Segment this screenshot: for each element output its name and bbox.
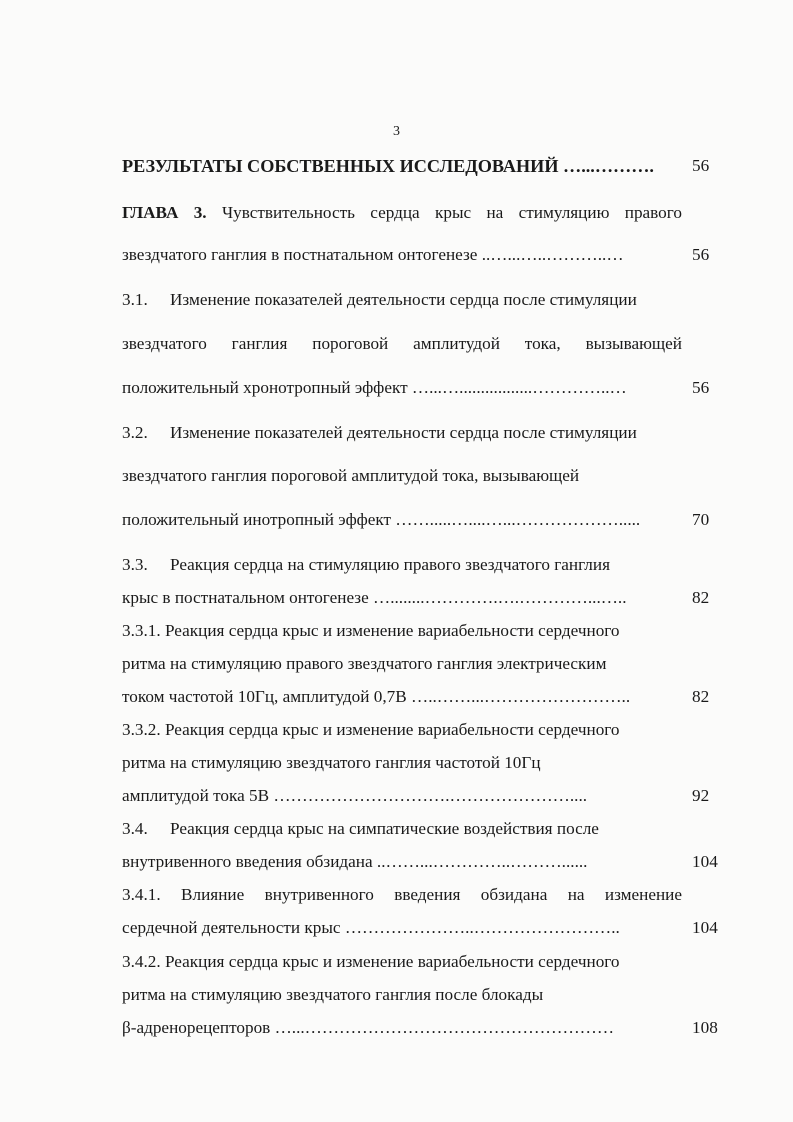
toc-entry-3-4-2-line-2: ритма на стимуляцию звездчатого ганглия после блокады: [122, 985, 544, 1004]
toc-page-number: 56: [692, 378, 710, 397]
toc-entry-3-4: 3.4. Реакция сердца крыс на симпатические воздействия после: [122, 819, 599, 838]
toc-page-number: 82: [692, 687, 710, 706]
toc-entry-3-2-line-3: положительный инотропный эффект …….....…....…...……………….....: [122, 510, 641, 529]
toc-entry-number: 3.3.2.: [122, 720, 161, 739]
toc-entry-number: 3.4.2.: [122, 952, 161, 971]
toc-entry-3-4-2-line-3: β-адренорецепторов …...………………………………………………: [122, 1018, 615, 1037]
toc-page-number: 70: [692, 510, 710, 529]
toc-page-number: 108: [692, 1018, 718, 1037]
toc-entry-3-4-1: 3.4.1. Влияние внутривенного введения обзидана на изменение: [122, 885, 682, 904]
toc-entry-number: 3.4.1.: [122, 885, 161, 904]
toc-chapter-line-2: звездчатого ганглия в постнатальном онтогенезе ..…...…..………..…: [122, 245, 624, 264]
toc-entry-title: РЕЗУЛЬТАТЫ СОБСТВЕННЫХ ИССЛЕДОВАНИЙ: [122, 156, 564, 176]
page-number: 3: [393, 124, 400, 139]
toc-entry-number: 3.3.: [122, 555, 148, 574]
toc-entry-3-1-line-2: звездчатого ганглия пороговой амплитудой тока, вызывающей: [122, 334, 682, 353]
toc-entry-3-4-2: 3.4.2. Реакция сердца крыс и изменение вариабельности сердечного: [122, 952, 620, 971]
toc-entry-3-2-line-2: звездчатого ганглия пороговой амплитудой тока, вызывающей: [122, 466, 580, 485]
toc-page-number: 104: [692, 918, 718, 937]
toc-page-number: 82: [692, 588, 710, 607]
toc-page-number: 104: [692, 852, 718, 871]
toc-entry-3-3-line-2: крыс в постнатальном онтогенезе …........………….….…………...…..: [122, 588, 627, 607]
toc-entry-3-1: 3.1. Изменение показателей деятельности сердца после стимуляции: [122, 290, 637, 309]
toc-page-number: 92: [692, 786, 710, 805]
toc-entry-3-1-line-3: положительный хронотропный эффект …...….................…………..…: [122, 378, 627, 397]
toc-page-number: 56: [692, 245, 710, 264]
toc-entry-3-4-line-2: внутривенного введения обзидана ..……...…………..………......: [122, 852, 588, 871]
toc-leader-dots: …...……….: [563, 156, 654, 176]
toc-entry-number: 3.3.1.: [122, 621, 161, 640]
toc-section-heading: [122, 156, 682, 176]
toc-entry-3-3-1-line-3: током частотой 10Гц, амплитудой 0,7В …..……...……………………..: [122, 687, 631, 706]
toc-entry-number: 3.1.: [122, 290, 148, 309]
toc-entry-3-3-2-line-3: амплитудой тока 5В ………………………….…………………....: [122, 786, 588, 805]
toc-entry-number: 3.2.: [122, 423, 148, 442]
toc-entry-3-3-2-line-2: ритма на стимуляцию звездчатого ганглия частотой 10Гц: [122, 753, 541, 772]
toc-entry-3-3-1: 3.3.1. Реакция сердца крыс и изменение вариабельности сердечного: [122, 621, 620, 640]
toc-entry-number: 3.4.: [122, 819, 148, 838]
toc-entry-3-4-1-line-2: сердечной деятельности крыс …………………..……………………..: [122, 918, 620, 937]
toc-page-number: 56: [692, 156, 710, 175]
toc-entry-3-3-1-line-2: ритма на стимуляцию правого звездчатого ганглия электрическим: [122, 654, 607, 673]
toc-entry-3-2: 3.2. Изменение показателей деятельности сердца после стимуляции: [122, 423, 637, 442]
toc-chapter-label: ГЛАВА 3.: [122, 203, 207, 222]
toc-entry-3-3-2: 3.3.2. Реакция сердца крыс и изменение вариабельности сердечного: [122, 720, 620, 739]
toc-entry-3-3: 3.3. Реакция сердца на стимуляцию правого звездчатого ганглия: [122, 555, 610, 574]
toc-chapter-line-1: ГЛАВА 3. Чувствительность сердца крыс на стимуляцию правого: [122, 203, 682, 222]
